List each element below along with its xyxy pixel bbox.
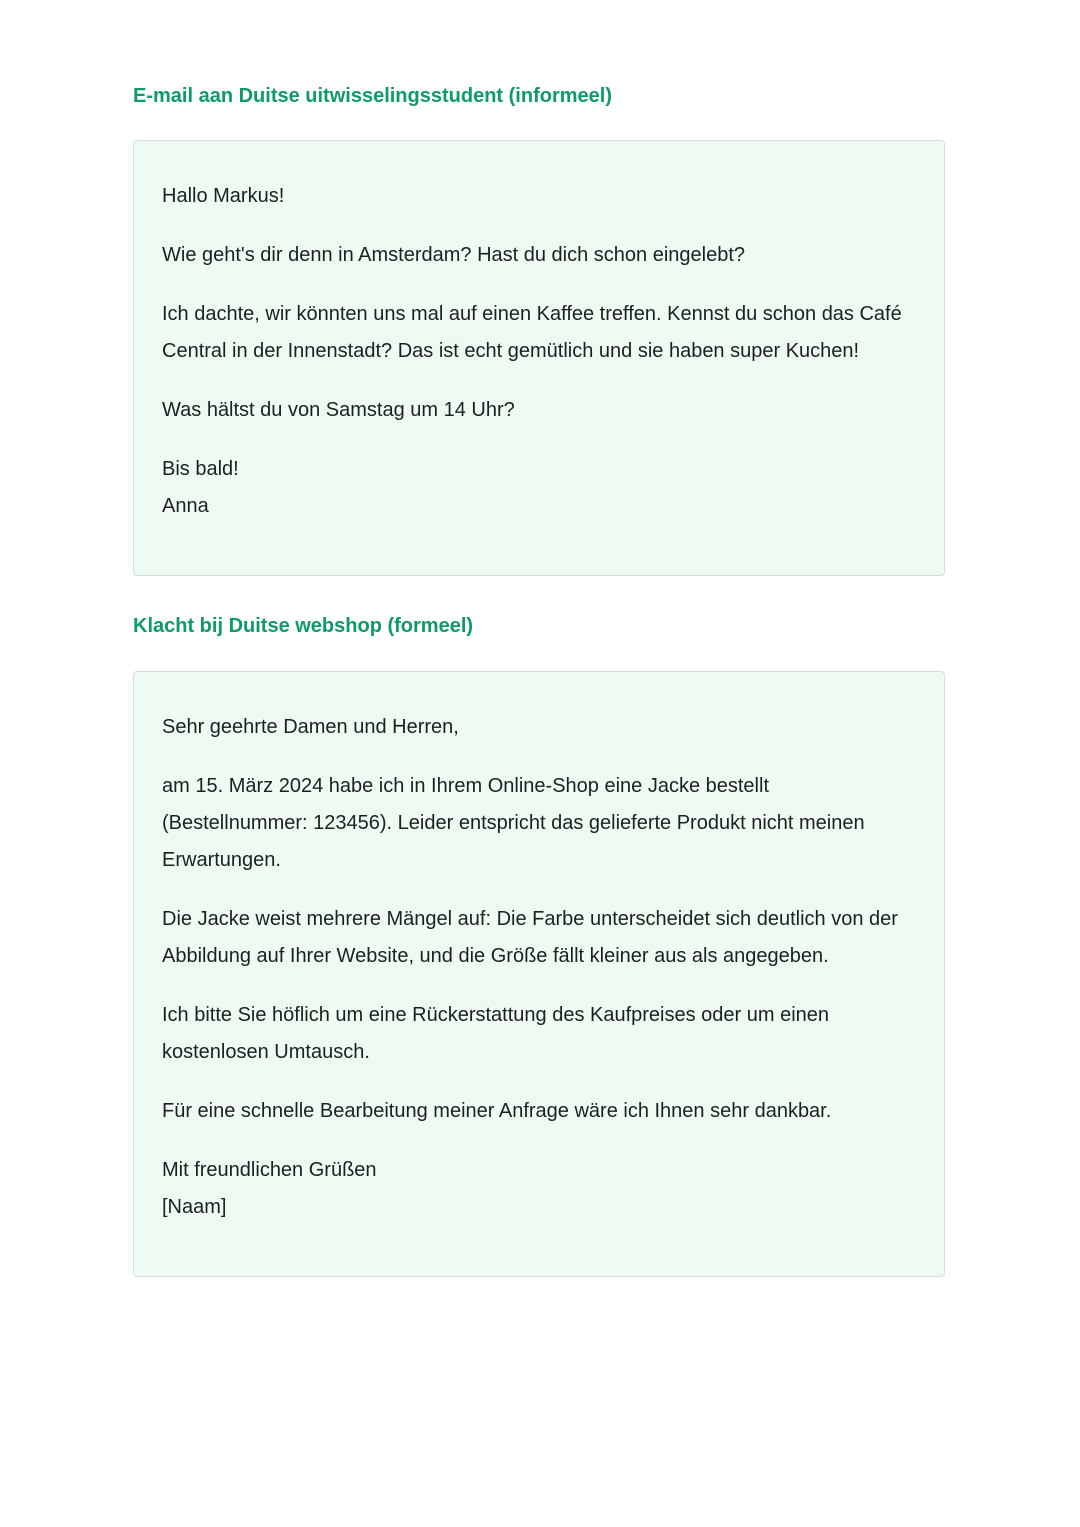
text-line: (Bestellnummer: 123456). Leider entspricht das gelieferte Produkt nicht meinen <box>162 812 865 834</box>
text-line: Hallo Markus! <box>162 185 285 207</box>
closing-line: Mit freundlichen Grüßen <box>162 1159 377 1181</box>
greeting <box>162 709 916 746</box>
text-line: Abbildung auf Ihrer Website, und die Größe fällt kleiner aus als angegeben. <box>162 945 829 967</box>
text-line: Erwartungen. <box>162 849 281 871</box>
text-line: Ich bitte Sie höflich um eine Rückerstattung des Kaufpreises oder um einen <box>162 1004 830 1026</box>
paragraph <box>162 392 916 429</box>
text-line: Sehr geehrte Damen und Herren, <box>162 716 459 738</box>
signature <box>162 1152 916 1226</box>
sender-name-placeholder: [Naam] <box>162 1196 227 1218</box>
closing-line: Bis bald! <box>162 458 239 480</box>
paragraph <box>162 1093 916 1130</box>
paragraph <box>162 237 916 274</box>
text-line: Ich dachte, wir könnten uns mal auf einen Kaffee treffen. Kennst du schon das Café <box>162 303 902 325</box>
greeting <box>162 178 916 215</box>
formal-complaint-box <box>133 671 945 1277</box>
text-line: kostenlosen Umtausch. <box>162 1041 370 1063</box>
text-line: am 15. März 2024 habe ich in Ihrem Online-Shop eine Jacke bestellt <box>162 775 770 797</box>
informal-email-box <box>133 140 945 576</box>
text-line: Central in der Innenstadt? Das ist echt gemütlich und sie haben super Kuchen! <box>162 340 860 362</box>
text-line: Wie geht's dir denn in Amsterdam? Hast du dich schon eingelebt? <box>162 244 746 266</box>
text-line: Was hältst du von Samstag um 14 Uhr? <box>162 399 515 421</box>
paragraph <box>162 997 916 1071</box>
section-title-informal-email: E-mail aan Duitse uitwisselingsstudent (informeel) <box>133 85 612 107</box>
paragraph <box>162 296 916 370</box>
signature <box>162 451 916 525</box>
paragraph <box>162 901 916 975</box>
section-title-formal-complaint: Klacht bij Duitse webshop (formeel) <box>133 615 474 637</box>
paragraph <box>162 768 916 879</box>
text-line: Die Jacke weist mehrere Mängel auf: Die Farbe unterscheidet sich deutlich von der <box>162 908 898 930</box>
sender-name: Anna <box>162 495 209 517</box>
text-line: Für eine schnelle Bearbeitung meiner Anfrage wäre ich Ihnen sehr dankbar. <box>162 1100 832 1122</box>
